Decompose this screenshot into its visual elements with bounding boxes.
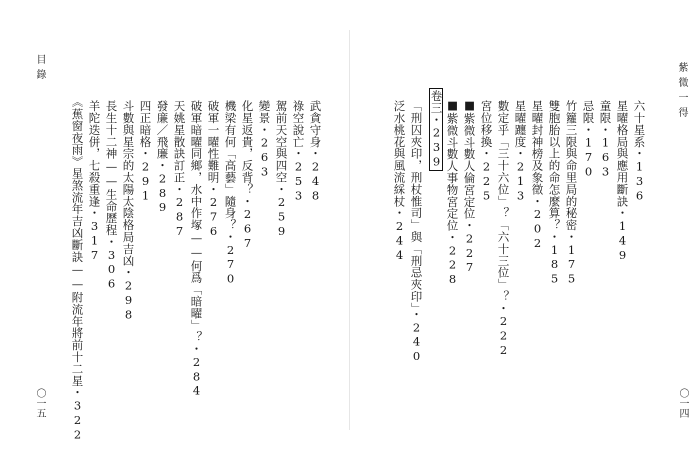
toc-entry-highlight: ■紫微斗數人倫宮定位・227 [462, 98, 477, 275]
toc-entry: 羊陀迭併，七殺重逢・317 [87, 100, 102, 263]
toc-entry: 竹籮三限與命里局的秘密・175 [564, 100, 579, 286]
page-number-right: 〇一四 [677, 388, 688, 418]
toc-entry: 數定乎「三十六位」？「六十三位」？・222 [496, 100, 511, 358]
toc-entry: 「刑囚夾印，刑杖惟司」與「刑忌夾印」・240 [409, 100, 424, 364]
toc-entry: 破軍一曜性難明・276 [206, 100, 221, 239]
toc-entry: 發廉／飛廉・289 [155, 100, 170, 215]
toc-entry: 駕前天空與四空・259 [274, 100, 289, 239]
toc-entry: 機梁有何「高藝」隨身？・270 [223, 100, 238, 286]
toc-entry: 忌限・170 [581, 100, 596, 179]
toc-entry: 童限・163 [598, 100, 613, 179]
toc-entry: 長生十二神——生命歷程・306 [104, 100, 119, 291]
toc-entry: 變景・263 [257, 100, 272, 179]
section-heading [429, 88, 443, 171]
toc-entry: 祿空說亡・253 [291, 100, 306, 203]
toc-entry: 天姚星散訣訂正・287 [172, 100, 187, 239]
toc-entry-highlight: ■紫微斗數人事物宮定位・228 [445, 98, 460, 287]
toc-entry: 泛水桃花與風流綵杖・244 [392, 100, 407, 263]
toc-entry: 星曜躔度・213 [513, 100, 528, 203]
toc-entry: 化星返貴，反背？・267 [240, 100, 255, 251]
section-heading-boxed: 卷三・239 [429, 90, 444, 169]
gutter [349, 30, 350, 430]
toc-entry: 星曜格局與應用斷訣・149 [615, 100, 630, 263]
toc-entry: 六十星系・136 [632, 100, 647, 203]
running-header-right: 紫微一得 [676, 62, 687, 122]
page-number-left: 〇一五 [34, 388, 45, 418]
toc-entry: 斗數與星宗的太陽太陰格局吉凶・298 [121, 100, 136, 322]
toc-entry: 武貪守身・248 [308, 100, 323, 203]
toc-entry: 破軍暗曜同鄉，水中作塚——何爲「暗曜」？・284 [189, 100, 204, 399]
toc-entry: 宮位移換・225 [479, 100, 494, 203]
toc-entry: 雙胞胎以上的命怎麼算？・185 [547, 100, 562, 286]
toc-entry: 四正暗格・291 [138, 100, 153, 203]
toc-entry: 星曜封神榜及象徵・202 [530, 100, 545, 251]
toc-entry: 《蕉窗夜雨》星煞流年吉凶斷訣——附流年將前十二星・322 [70, 96, 85, 442]
running-header-left: 目錄 [34, 54, 45, 84]
